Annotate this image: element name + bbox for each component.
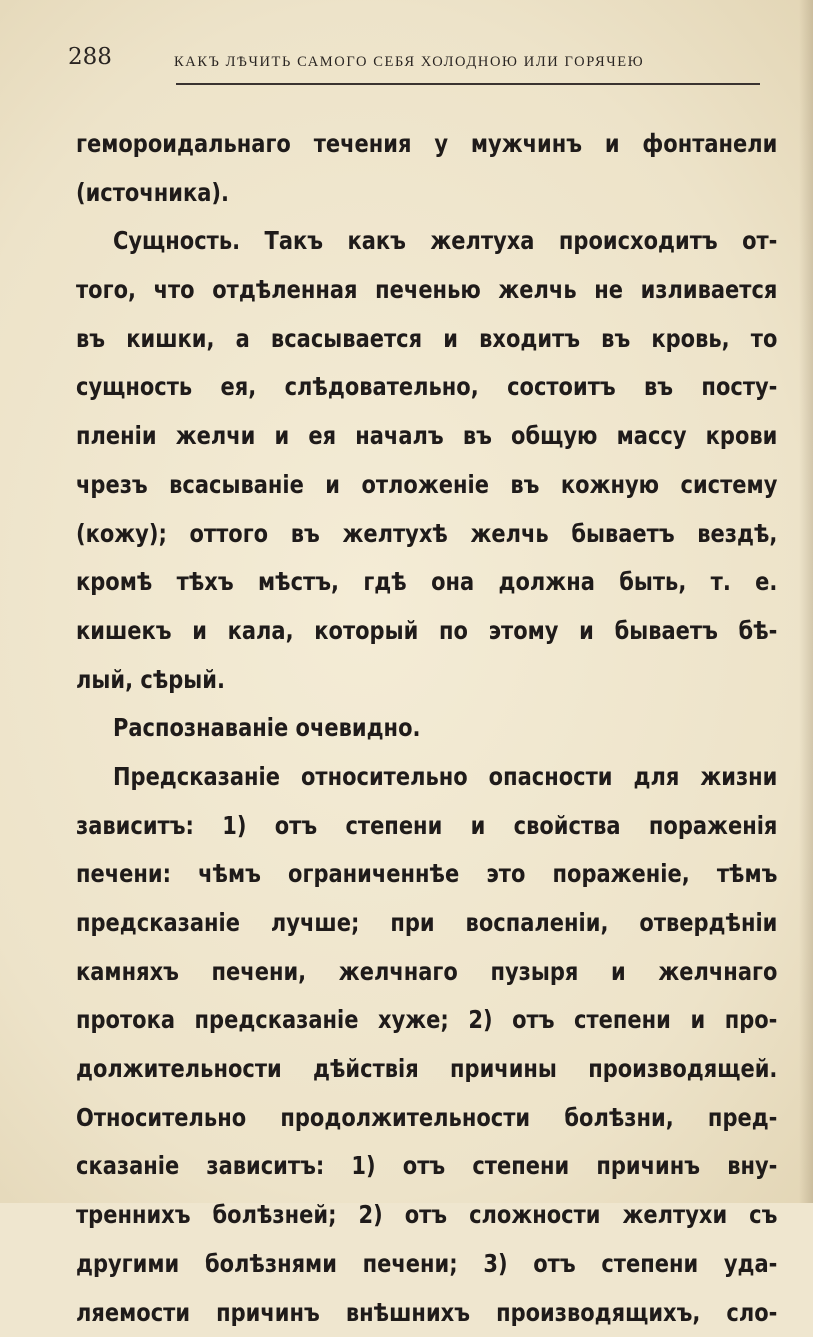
text-line: сказаніе зависитъ: 1) отъ степени причинъ вну- [76, 1142, 777, 1191]
text-line: Относительно продолжительности болѣзни, пред- [76, 1094, 777, 1143]
text-line: (источника). [76, 169, 777, 218]
text-line: пленіи желчи и ея началъ въ общую массу крови [76, 412, 777, 461]
text-line: того, что отдѣленная печенью желчь не изливается [76, 266, 777, 315]
text-line: Сущность. Такъ какъ желтуха происходитъ от- [76, 217, 777, 266]
page-number: 288 [68, 44, 112, 70]
text-line: чрезъ всасываніе и отложеніе въ кожную систему [76, 461, 777, 510]
text-line: кишекъ и кала, который по этому и бываетъ бѣ- [76, 607, 777, 656]
running-title: КАКЪ ЛѢЧИТЬ САМОГО СЕБЯ ХОЛОДНОЮ ИЛИ ГОРЯЧЕЮ [174, 54, 644, 71]
text-line: Распознаваніе очевидно. [76, 704, 777, 753]
text-line: должительности дѣйствія причины производящей. [76, 1045, 777, 1094]
page-edge-shadow [799, 0, 813, 1203]
text-line: ляемости причинъ внѣшнихъ производящихъ, сло- [76, 1289, 777, 1337]
text-line: треннихъ болѣзней; 2) отъ сложности желтухи съ [76, 1191, 777, 1240]
text-line: Предсказаніе относительно опасности для жизни [76, 753, 777, 802]
body-text [76, 120, 778, 1337]
text-line: протока предсказаніе хуже; 2) отъ степени и про- [76, 996, 777, 1045]
text-line: кромѣ тѣхъ мѣстъ, гдѣ она должна быть, т. е. [76, 558, 777, 607]
running-head [68, 44, 778, 84]
text-line: зависитъ: 1) отъ степени и свойства пораженія [76, 802, 777, 851]
text-line: печени: чѣмъ ограниченнѣе это пораженіе, тѣмъ [76, 850, 777, 899]
text-line: лый, сѣрый. [76, 656, 777, 705]
text-line: сущность ея, слѣдовательно, состоитъ въ посту- [76, 363, 777, 412]
header-rule [176, 83, 760, 85]
text-line: (кожу); оттого въ желтухѣ желчь бываетъ вездѣ, [76, 510, 777, 559]
text-line: въ кишки, а всасывается и входитъ въ кровь, то [76, 315, 777, 364]
text-line: предсказаніе лучше; при воспаленіи, отвердѣніи [76, 899, 777, 948]
text-line: другими болѣзнями печени; 3) отъ степени уда- [76, 1240, 777, 1289]
text-line: камняхъ печени, желчнаго пузыря и желчнаго [76, 948, 777, 997]
text-line: гемороидальнаго течения у мужчинъ и фонтанели [76, 120, 777, 169]
